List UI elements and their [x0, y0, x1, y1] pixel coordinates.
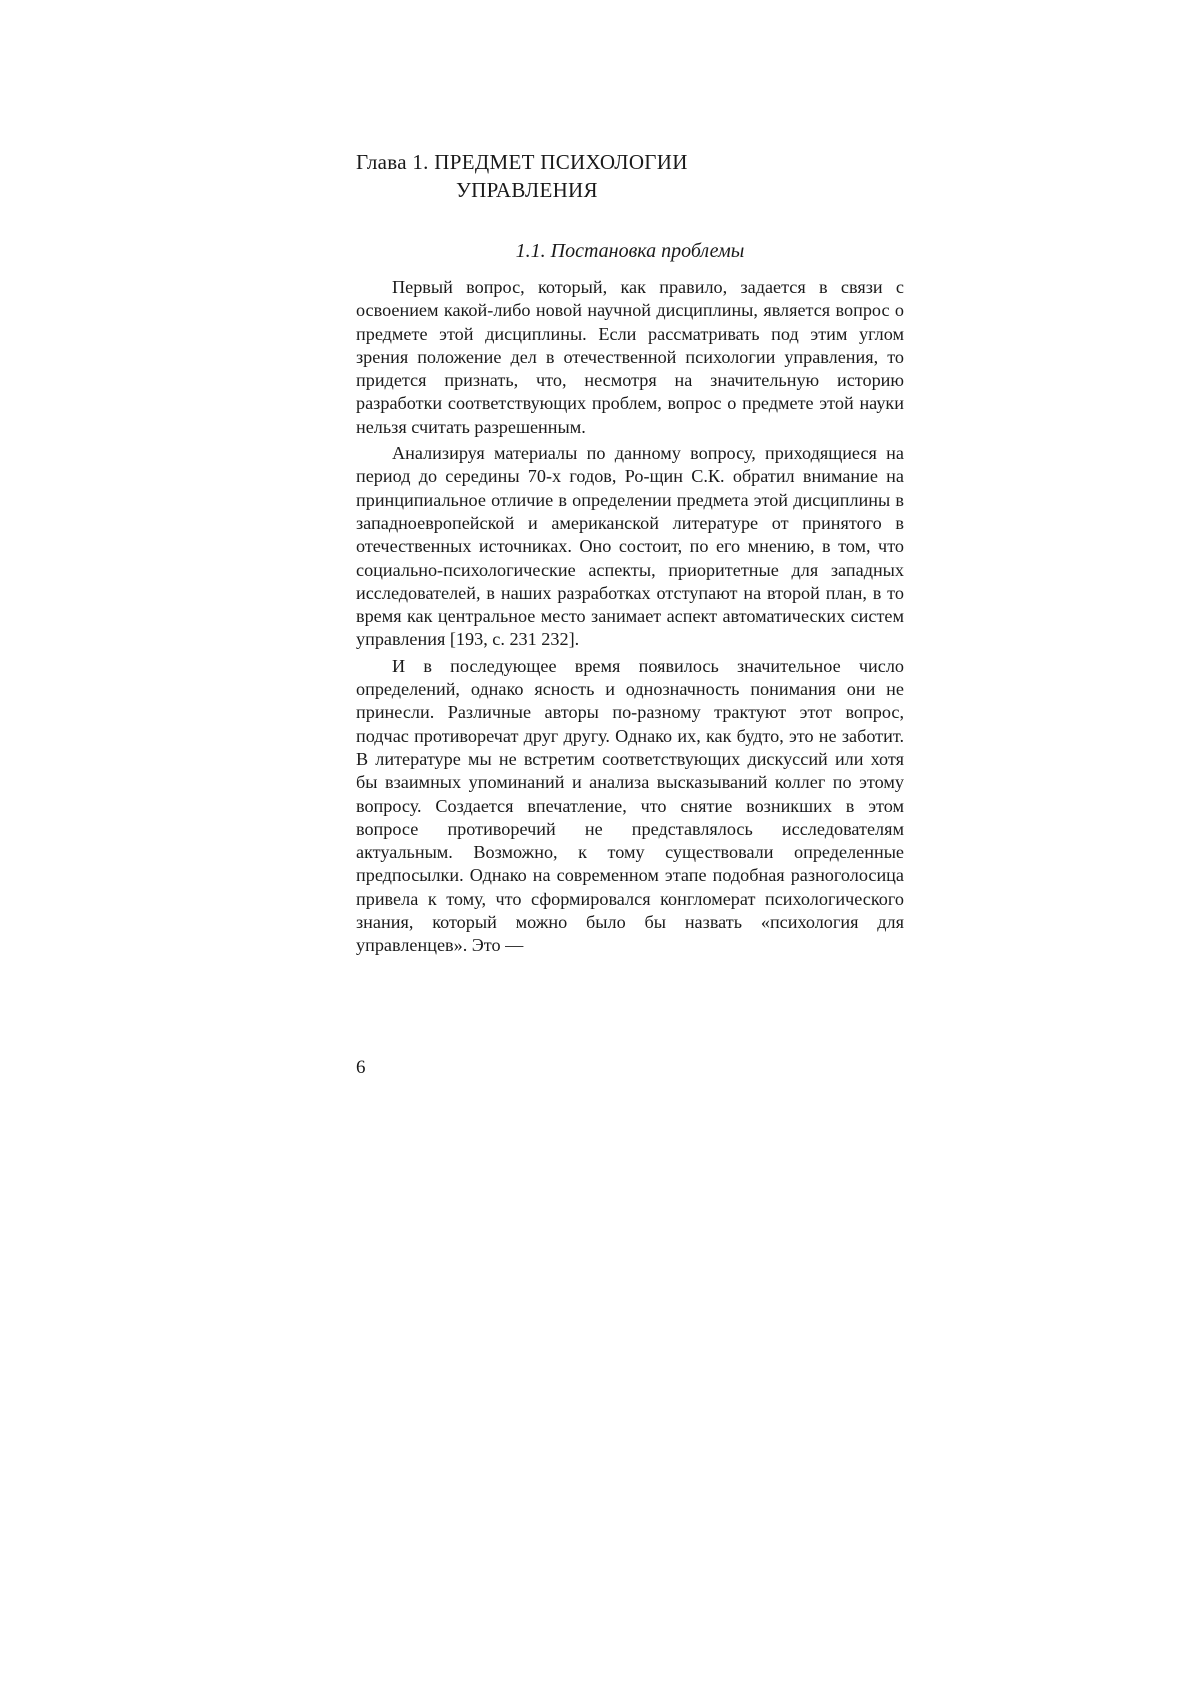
chapter-title [356, 148, 916, 204]
section-title: 1.1. Постановка проблемы [515, 240, 745, 262]
paragraph-3: И в последующее время появилось значительное число определений, однако ясность и однозначность понимания они не принесли. Различные авторы по-разному трактуют этот вопрос, подчас противоречат друг другу. Однако их, как будто, это не заботит. В литературе мы не встретим соответствующих дискуссий или хотя бы взаимных упоминаний и анализа высказываний коллег по этому вопросу. Создается впечатление, что снятие возникших в этом вопросе противоречий не представлялось исследователям актуальным. Возможно, к тому существовали определенные предпосылки. Однако на современном этапе подобная разноголосица привела к тому, что сформировался конгломерат психологического знания, который можно было бы назвать «психология для управленцев». Это — [356, 655, 904, 956]
paragraph-2: Анализируя материалы по данному вопросу, приходящиеся на период до середины 70-х годов, Ро-щин С.К. обратил внимание на принципиальное отличие в определении предмета этой дисциплины в западноевропейской и американской литературе от принятого в отечественных источниках. Оно состоит, по его мнению, в том, что социально-психологические аспекты, приоритетные для западных исследователей, в наших разработках отступают на второй план, в то время как центральное место занимает аспект автоматических систем управления [193, с. 231 232]. [356, 443, 904, 650]
body-text [356, 276, 904, 961]
page-number: 6 [356, 1057, 366, 1078]
chapter-title-line2: УПРАВЛЕНИЯ [456, 178, 598, 202]
chapter-title-line1: Глава 1. ПРЕДМЕТ ПСИХОЛОГИИ [356, 150, 688, 174]
paragraph-1: Первый вопрос, который, как правило, задается в связи с освоением какой-либо новой научной дисциплины, является вопрос о предмете этой дисциплины. Если рассматривать под этим углом зрения положение дел в отечественной психологии управления, то придется признать, что, несмотря на значительную историю разработки соответствующих проблем, вопрос о предмете этой науки нельзя считать разрешенным. [356, 277, 904, 437]
